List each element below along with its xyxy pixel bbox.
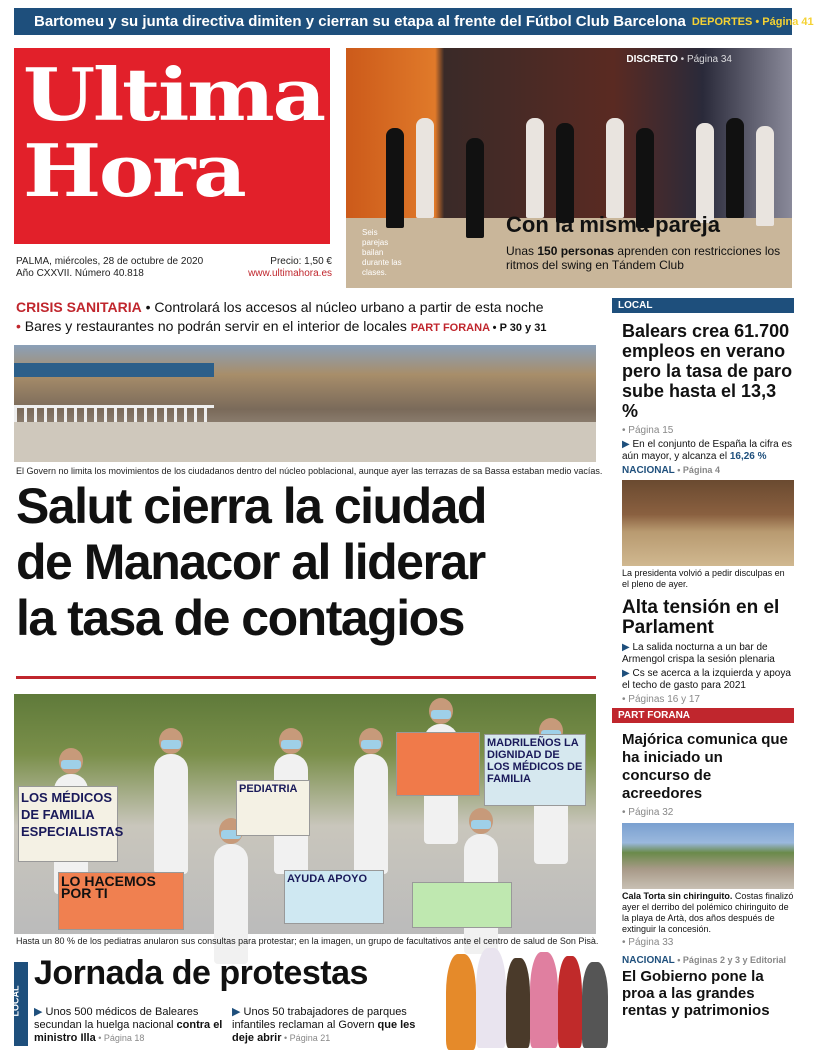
- dateline: [16, 256, 332, 280]
- cala-torta-text: [622, 891, 794, 935]
- parlament-photo: [622, 480, 794, 566]
- protest-sign: MADRILEÑOS LA DIGNIDAD DE LOS MÉDICOS DE FAMILIA: [484, 734, 586, 806]
- dancer: [756, 126, 774, 226]
- cala-torta-page: • Página 33: [622, 937, 674, 948]
- costume-figure: [582, 962, 608, 1048]
- swing-sub-post: aprenden con restricciones los ritmos del swing en Tándem Club: [506, 244, 781, 272]
- costume-figure: [506, 958, 530, 1048]
- discreto-page: • Página 34: [680, 54, 732, 65]
- crisis-text1: • Controlará los accesos al núcleo urbano a partir de esta noche: [141, 299, 544, 315]
- brief1-text: Unos 500 médicos de Baleares secundan la huelga nacional: [34, 1006, 199, 1031]
- dancer: [466, 138, 484, 238]
- employment-headline[interactable]: Balears crea 61.700 empleos en verano pero la tasa de paro sube hasta el 13,3 %: [622, 321, 793, 421]
- employment-brief-bold: 16,26 %: [729, 451, 767, 462]
- majorica-headline[interactable]: Majórica comunica que ha iniciado un concurso de acreedores: [622, 731, 788, 802]
- website-link[interactable]: www.ultimahora.es: [248, 268, 332, 279]
- arrow-icon: ▶: [622, 439, 630, 450]
- logo-text: [23, 52, 324, 213]
- arrow-icon: ▶: [232, 1006, 241, 1018]
- protester: [354, 754, 388, 874]
- logo-line1: Ultima: [23, 52, 324, 137]
- top-banner-headline[interactable]: Bartomeu y su junta directiva dimiten y cierran su etapa al frente del Fútbol Club Barcelona: [34, 13, 686, 30]
- protester: [154, 754, 188, 874]
- parlament-brief2-text: Cs se acerca a la izquierda y apoya el techo de gasto para 2021: [622, 668, 791, 691]
- employment-page: • Página 15: [622, 425, 674, 436]
- nacional-page: • Página 4: [674, 465, 720, 475]
- main-headline[interactable]: [16, 478, 606, 646]
- costume-figure: [530, 952, 558, 1048]
- brief1-page: • Página 18: [95, 1033, 145, 1043]
- arrow-icon: ▶: [34, 1006, 43, 1018]
- local-section-tab: [10, 962, 28, 1046]
- crisis-teaser[interactable]: [16, 298, 606, 338]
- employment-brief-text: En el conjunto de España la cifra es aún mayor, y alcanza el: [622, 439, 793, 462]
- parlament-brief2: [622, 668, 794, 692]
- crisis-section: PART FORANA: [410, 322, 490, 334]
- masthead-logo[interactable]: [14, 48, 330, 244]
- local-tag: LOCAL: [612, 298, 794, 313]
- crisis-line2: [16, 317, 606, 338]
- right-column: [612, 298, 794, 1023]
- cala-torta-bold: Cala Torta sin chiringuito.: [622, 891, 733, 901]
- protester: [214, 844, 248, 964]
- gobierno-pages: • Páginas 2 y 3 y Editorial: [674, 955, 786, 965]
- bullet-icon: •: [16, 318, 21, 334]
- brief-parques[interactable]: [232, 1006, 422, 1045]
- arrow-icon: ▶: [622, 642, 630, 653]
- swing-photo-caption: Seis parejas bailan durante las clases.: [362, 228, 402, 277]
- dancer: [726, 118, 744, 218]
- parlament-brief1: [622, 642, 794, 666]
- gobierno-section: NACIONAL: [622, 955, 675, 966]
- protest-sign-green: [412, 882, 512, 928]
- cala-torta-photo: [622, 823, 794, 889]
- protest-sign: LO HACEMOS POR TI: [58, 872, 184, 930]
- costume-figure: [476, 948, 506, 1048]
- majorica-page: • Página 32: [622, 807, 674, 818]
- gobierno-headline[interactable]: El Gobierno pone la proa a las grandes rentas y patrimonios: [622, 968, 770, 1019]
- crisis-label: CRISIS SANITARIA: [16, 299, 142, 315]
- dancer: [386, 128, 404, 228]
- logo-line2: Hora: [23, 128, 245, 213]
- cala-torta-body: Costas finalizó ayer el derribo del polémico chiringuito de la playa de Artà, dos años después de extinguir la concesión.: [622, 891, 794, 934]
- part-forana-tag: PART FORANA: [612, 708, 794, 723]
- protest-sign-orange: [396, 732, 480, 796]
- price: Precio: 1,50 €: [270, 256, 332, 267]
- swing-subtitle: [506, 244, 786, 272]
- parlament-brief1-text: La salida nocturna a un bar de Armengol crispa la sesión plenaria: [622, 642, 775, 665]
- nacional-text: NACIONAL: [622, 465, 675, 476]
- discreto-tag: [626, 54, 732, 65]
- protests-headline[interactable]: Jornada de protestas: [34, 954, 368, 992]
- brief2-page: • Página 21: [281, 1033, 331, 1043]
- headline-line2: de Manacor al liderar: [16, 534, 485, 590]
- parlament-pages: • Páginas 16 y 17: [622, 694, 700, 705]
- dancer: [606, 118, 624, 218]
- price-block: [248, 256, 332, 280]
- crisis-text2: Bares y restaurantes no podrán servir en el interior de locales: [20, 318, 411, 334]
- awning: [14, 363, 214, 377]
- crisis-pages: • P 30 y 31: [489, 322, 547, 334]
- nacional-label: [622, 465, 794, 476]
- headline-line1: Salut cierra la ciudad: [16, 478, 486, 534]
- headline-line3: la tasa de contagios: [16, 590, 464, 646]
- edition-number: Año CXXVII. Número 40.818: [16, 268, 144, 279]
- protest-photo: [14, 694, 596, 934]
- dancer: [526, 118, 544, 218]
- costume-figure: [558, 956, 582, 1048]
- protest-sign: AYUDA APOYO: [284, 870, 384, 924]
- discreto-label: DISCRETO: [626, 54, 678, 65]
- brief2-text: Unos 50 trabajadores de parques infantiles reclaman al Govern: [232, 1006, 407, 1031]
- protest-photo-caption: Hasta un 80 % de los pediatras anularon sus consultas para protestar; en la imagen, un grupo de facultativos ante el centro de salud de Son Pisà.: [16, 936, 599, 946]
- dancer: [556, 123, 574, 223]
- swing-photo-story[interactable]: [346, 48, 792, 288]
- parlament-caption: La presidenta volvió a pedir disculpas en el pleno de ayer.: [622, 568, 785, 589]
- city-date: PALMA, miércoles, 28 de octubre de 2020: [16, 256, 204, 267]
- parlament-headline[interactable]: Alta tensión en el Parlament: [622, 597, 780, 638]
- gobierno-label: [622, 955, 794, 966]
- local-tab-label: LOCAL: [10, 985, 21, 1017]
- costume-figure: [446, 954, 476, 1050]
- brief1-bold: contra el ministro Illa: [34, 1019, 223, 1044]
- swing-sub-bold: 150 personas: [537, 244, 615, 258]
- protest-sign: PEDIATRIA: [236, 780, 310, 836]
- dancer: [416, 118, 434, 218]
- top-banner[interactable]: [14, 8, 814, 35]
- costume-figures-photo: [440, 948, 612, 1054]
- street-photo-caption: El Govern no limita los movimientos de los ciudadanos dentro del núcleo poblacional, aunque ayer las terrazas de sa Bassa estaban medio vacías.: [16, 466, 603, 476]
- arrow-icon: ▶: [622, 668, 630, 679]
- street-photo: [14, 345, 596, 462]
- swing-sub-pre: Unas: [506, 244, 538, 258]
- square-ground: [14, 422, 596, 462]
- top-banner-section: DEPORTES • Página 41: [691, 15, 814, 28]
- swing-title[interactable]: Con la misma pareja: [506, 212, 720, 237]
- dancer: [696, 123, 714, 223]
- brief-medicos[interactable]: [34, 1006, 224, 1045]
- brief2-bold: que les deje abrir: [232, 1019, 416, 1044]
- employment-brief: [622, 439, 794, 463]
- protest-sign: LOS MÉDICOS DE FAMILIA ESPECIALISTAS: [18, 786, 118, 862]
- crisis-line1: [16, 298, 606, 317]
- divider: [16, 676, 596, 679]
